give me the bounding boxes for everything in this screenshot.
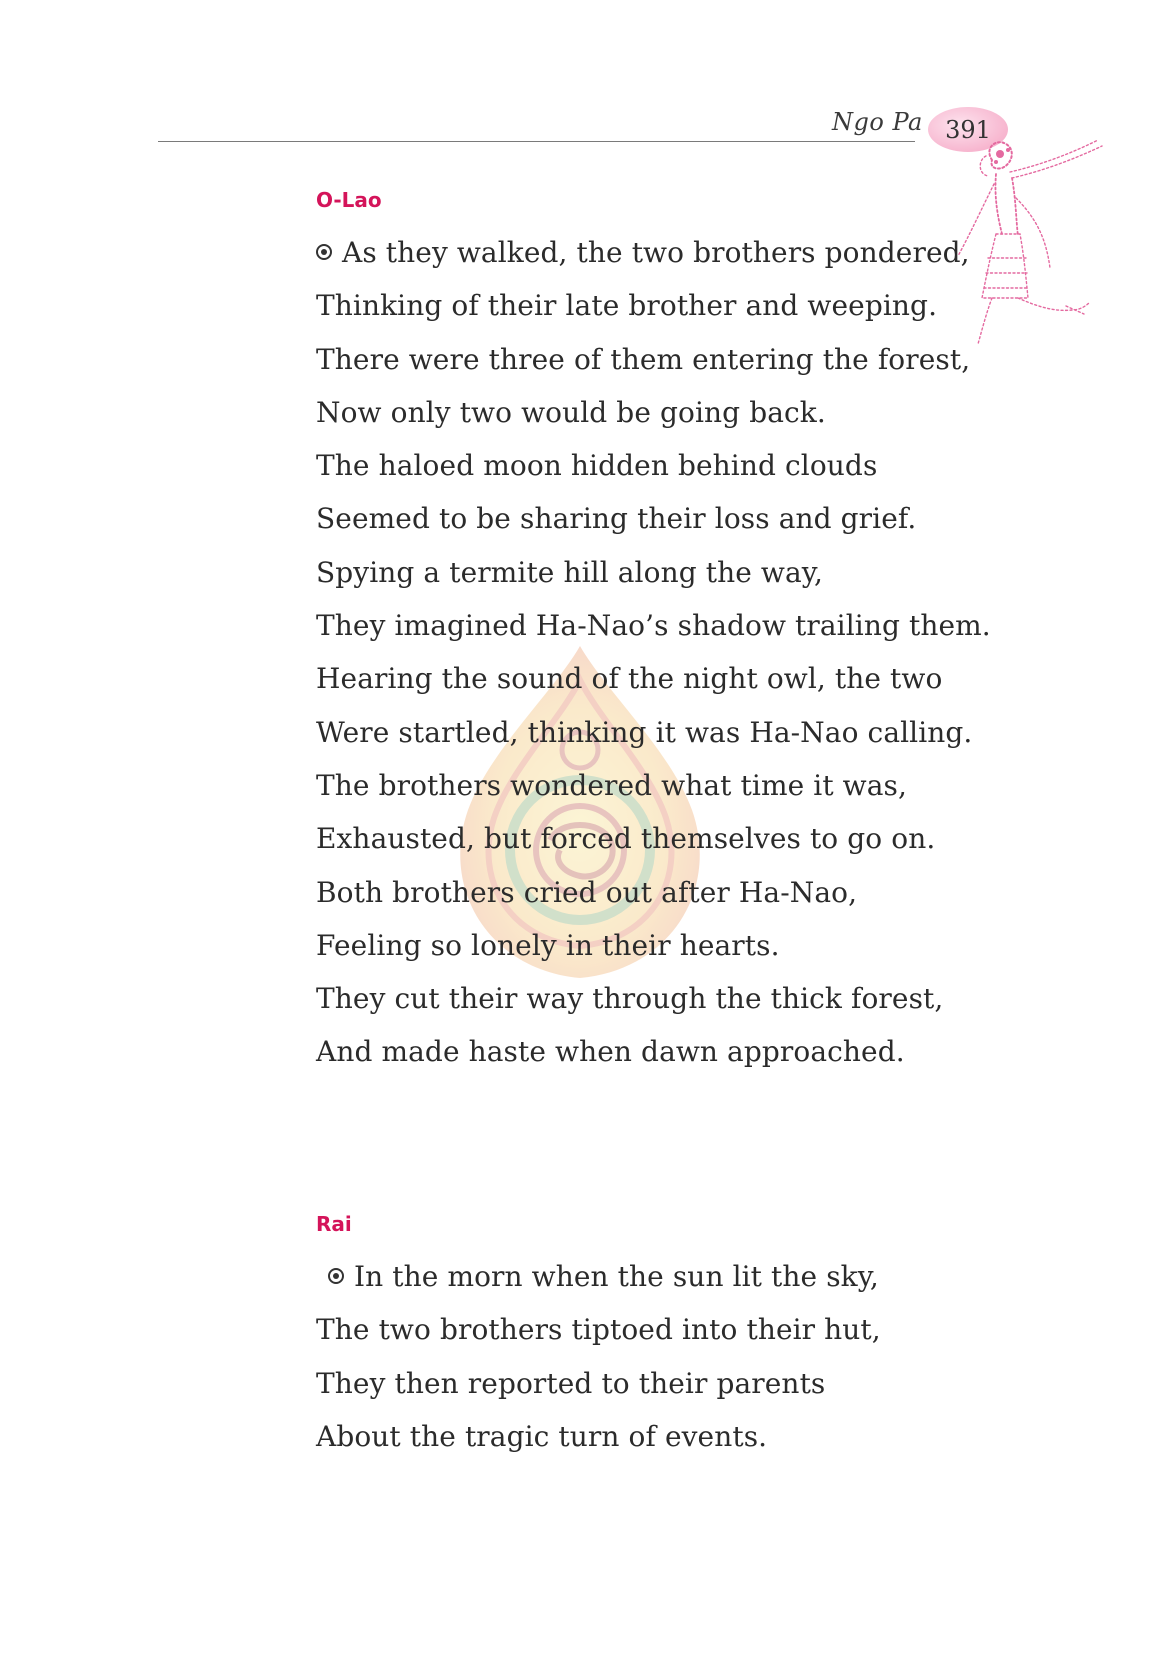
circled-dot-icon bbox=[316, 244, 332, 260]
verse-line: As they walked, the two brothers pondered, bbox=[316, 226, 991, 279]
verse-line: Now only two would be going back. bbox=[316, 395, 826, 429]
stanza-o-lao bbox=[316, 226, 991, 1079]
verse-line: Spying a termite hill along the way, bbox=[316, 555, 823, 589]
verse-line: Were startled, thinking it was Ha-Nao calling. bbox=[316, 715, 973, 749]
verse-line: Exhausted, but forced themselves to go on. bbox=[316, 822, 936, 856]
verse-line: Hearing the sound of the night owl, the two bbox=[316, 662, 943, 696]
page-number: 391 bbox=[945, 115, 991, 144]
stanza-rai bbox=[316, 1250, 881, 1463]
header-rule bbox=[158, 141, 915, 142]
verse-line: Seemed to be sharing their loss and grief. bbox=[316, 502, 917, 536]
verse-line: The two brothers tiptoed into their hut, bbox=[316, 1313, 881, 1347]
verse-line: The brothers wondered what time it was, bbox=[316, 768, 907, 802]
verse-line: They then reported to their parents bbox=[316, 1366, 826, 1400]
verse-line: Feeling so lonely in their hearts. bbox=[316, 928, 780, 962]
section-heading-o-lao: O-Lao bbox=[316, 188, 382, 212]
verse-line: The haloed moon hidden behind clouds bbox=[316, 449, 878, 483]
verse-line: In the morn when the sun lit the sky, bbox=[316, 1250, 881, 1303]
verse-line: Both brothers cried out after Ha-Nao, bbox=[316, 875, 858, 909]
verse-line: Thinking of their late brother and weeping. bbox=[316, 289, 938, 323]
verse-line: And made haste when dawn approached. bbox=[316, 1035, 905, 1069]
verse-line: They cut their way through the thick forest, bbox=[316, 982, 944, 1016]
verse-line: There were three of them entering the forest, bbox=[316, 342, 971, 376]
section-heading-rai: Rai bbox=[316, 1212, 352, 1236]
circled-dot-icon bbox=[328, 1268, 344, 1284]
running-title: Ngo Pa bbox=[832, 108, 923, 136]
verse-line: About the tragic turn of events. bbox=[316, 1419, 768, 1453]
verse-line: They imagined Ha-Nao’s shadow trailing them. bbox=[316, 609, 991, 643]
